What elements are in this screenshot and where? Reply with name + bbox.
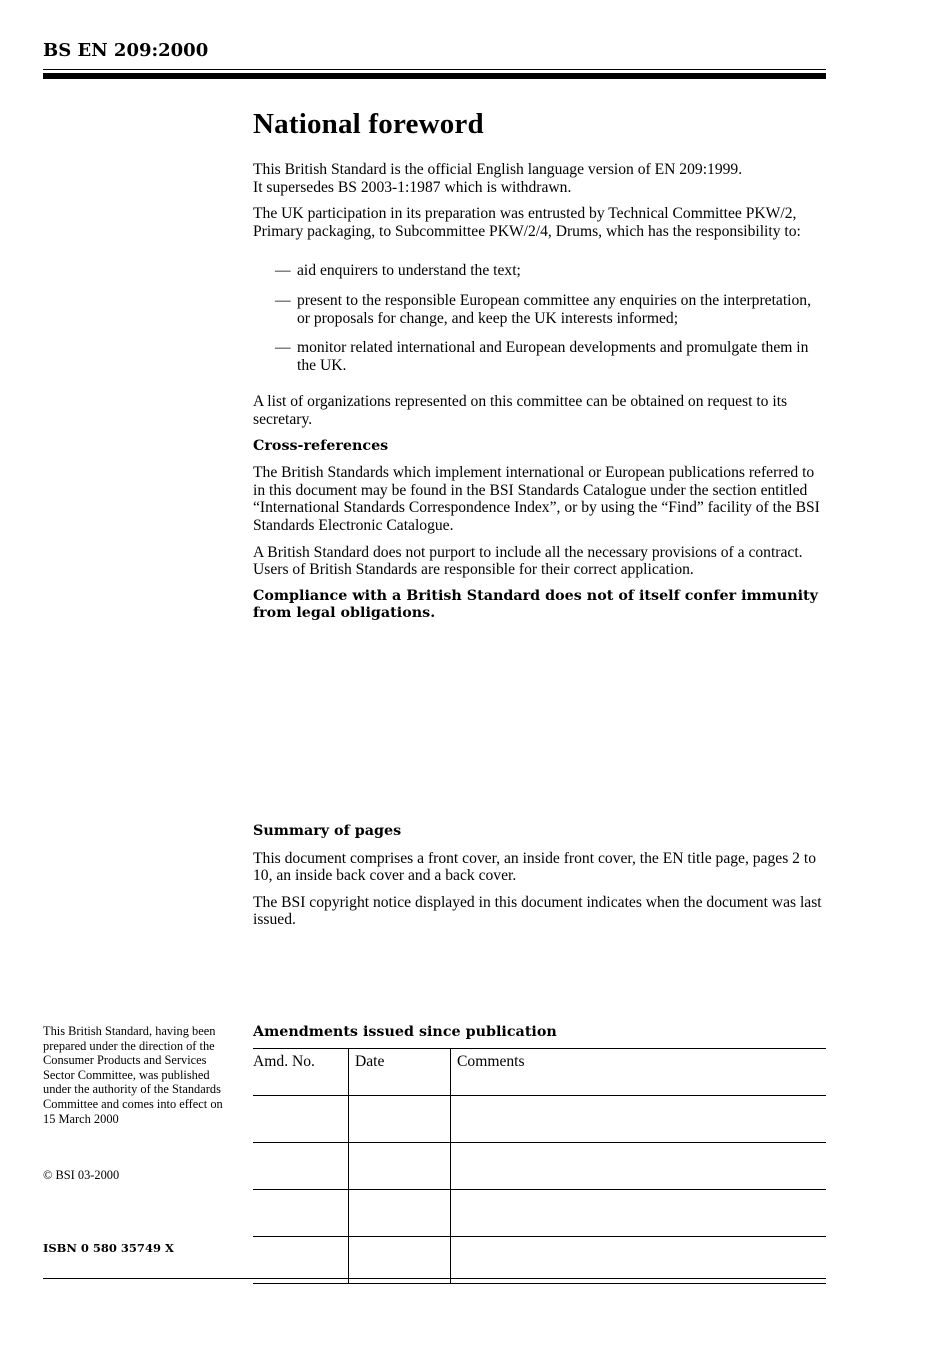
column-header-date: Date: [349, 1049, 451, 1096]
amendments-table: [253, 1048, 826, 1284]
table-header-row: [253, 1049, 826, 1096]
header-rule-thick: [43, 73, 826, 79]
document-id: BS EN 209:2000: [43, 40, 209, 61]
list-item-text: aid enquirers to understand the text;: [297, 262, 521, 280]
summary-heading: Summary of pages: [253, 823, 402, 839]
foreword-section: [253, 108, 826, 623]
page-title: National foreword: [253, 108, 484, 140]
header-rule-thin: [43, 69, 826, 70]
dash-bullet: —: [275, 291, 291, 309]
summary-section: [253, 823, 826, 929]
compliance-paragraph: Compliance with a British Standard does not of itself confer immunity from legal obligations.: [253, 587, 818, 622]
list-item: [253, 339, 826, 374]
list-item: [253, 262, 826, 280]
intro-paragraph: [253, 161, 826, 196]
table-row: [253, 1096, 826, 1143]
footer-rule: [43, 1278, 826, 1279]
contract-paragraph: A British Standard does not purport to include all the necessary provisions of a contract. Users of British Standards are responsible for their correct application.: [253, 543, 803, 579]
copyright-notice-paragraph: The BSI copyright notice displayed in this document indicates when the document was last issued.: [253, 893, 822, 929]
table-row: [253, 1237, 826, 1284]
organizations-paragraph: A list of organizations represented on this committee can be obtained on request to its secretary.: [253, 393, 788, 428]
amendments-title: Amendments issued since publication: [253, 1024, 557, 1040]
list-item: [253, 292, 826, 327]
list-item-text: present to the responsible European committee any enquiries on the interpretation, or proposals for change, and keep the UK interests informed;: [297, 291, 811, 327]
dash-bullet: —: [275, 339, 291, 357]
isbn: ISBN 0 580 35749 X: [43, 1241, 174, 1255]
column-header-comments: Comments: [451, 1049, 827, 1096]
crossref-heading: Cross-references: [253, 437, 389, 454]
copyright-line: © BSI 03-2000: [43, 1168, 120, 1182]
column-header-amd-no: Amd. No.: [253, 1049, 349, 1096]
responsibility-list: [253, 262, 826, 374]
crossref-paragraph: The British Standards which implement international or European publications referred to in this document may be found in the BSI Standards Catalogue under the section entitled “International Standards Correspondence Index”, or by using the “Find” facility of the BSI Standards Electronic Catalogue.: [253, 464, 820, 534]
dash-bullet: —: [275, 262, 291, 280]
table-row: [253, 1190, 826, 1237]
table-row: [253, 1143, 826, 1190]
intro-line-2: It supersedes BS 2003-1:1987 which is withdrawn.: [253, 178, 572, 196]
list-item-text: monitor related international and European developments and promulgate them in the UK.: [297, 339, 809, 374]
publication-note: This British Standard, having been prepared under the direction of the Consumer Products and Services Sector Committee, was published under the authority of the Standards Committee and comes into effect on 15 March 2000: [43, 1024, 223, 1126]
summary-pages-paragraph: This document comprises a front cover, an inside front cover, the EN title page, pages 2 to 10, an inside back cover and a back cover.: [253, 849, 816, 885]
intro-line-1: This British Standard is the official English language version of EN 209:1999.: [253, 161, 743, 178]
participation-paragraph: The UK participation in its preparation was entrusted by Technical Committee PKW/2, Primary packaging, to Subcommittee PKW/2/4, Drums, which has the responsibility to:: [253, 205, 801, 240]
